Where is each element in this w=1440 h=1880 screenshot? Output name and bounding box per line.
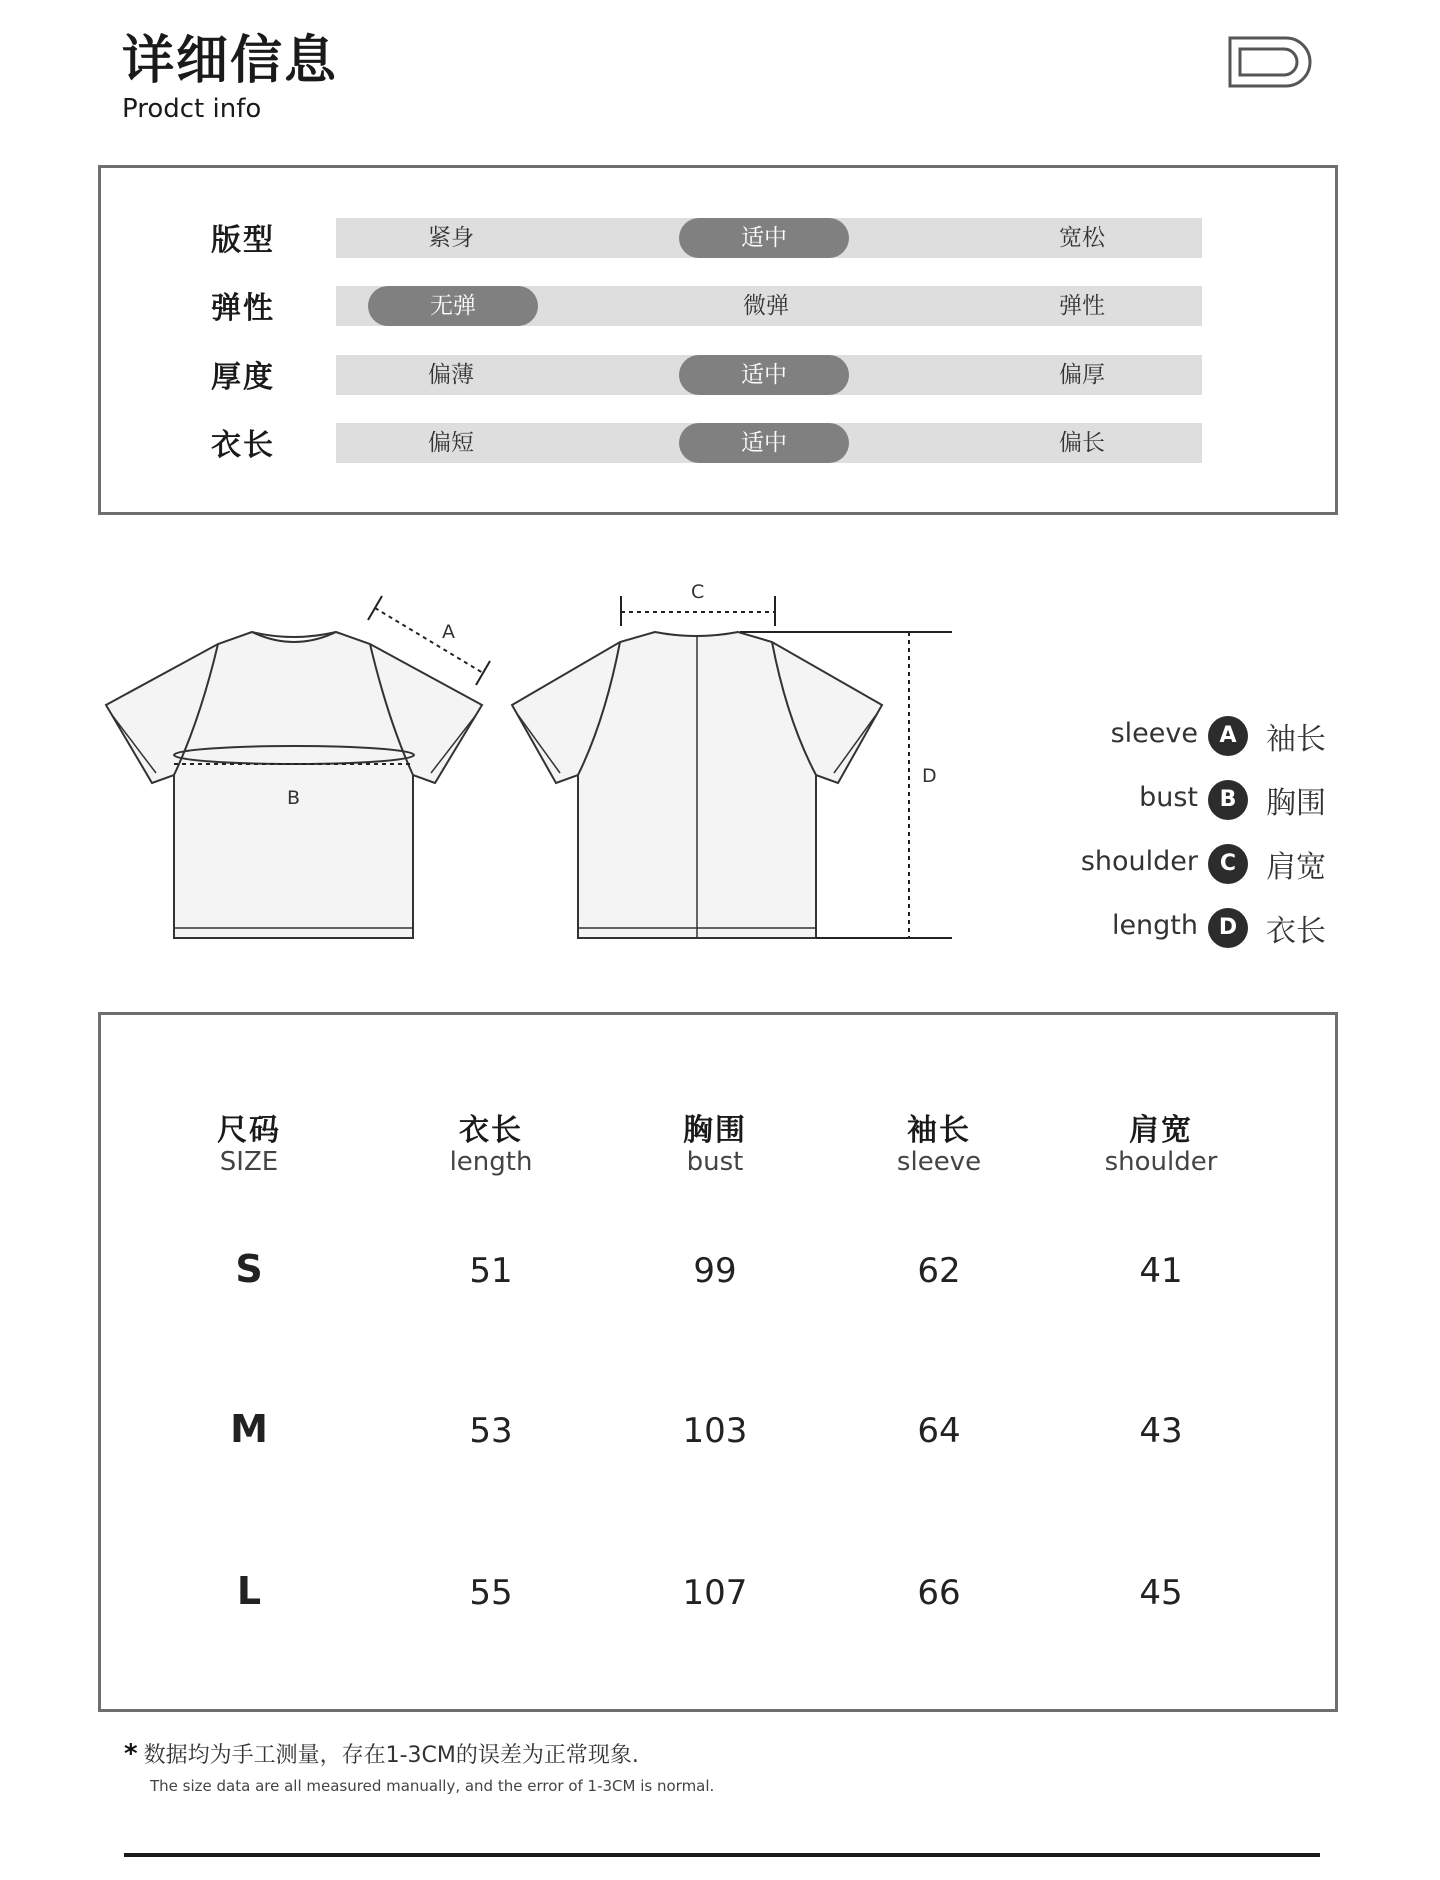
column-header-cn: 尺码 — [217, 1113, 281, 1148]
column-header-en: length — [449, 1147, 533, 1177]
attribute-option: 偏厚 — [1059, 362, 1105, 388]
header — [122, 30, 338, 124]
size-cell: M — [230, 1407, 268, 1451]
table-cell: 99 — [693, 1251, 737, 1291]
legend-cn: 衣长 — [1266, 914, 1326, 949]
column-header-cn: 衣长 — [459, 1113, 523, 1148]
table-cell: 66 — [917, 1573, 961, 1613]
table-cell: 53 — [469, 1411, 513, 1451]
measurement-legend — [1030, 710, 1350, 966]
attribute-label: 弹性 — [211, 291, 275, 326]
attribute-option: 偏短 — [428, 430, 474, 456]
table-cell: 103 — [682, 1411, 748, 1451]
legend-en: shoulder — [1080, 846, 1198, 877]
column-header-en: shoulder — [1104, 1147, 1218, 1177]
attribute-option: 偏长 — [1059, 430, 1105, 456]
column-header-cn: 肩宽 — [1129, 1113, 1193, 1148]
attribute-row — [101, 218, 1335, 258]
label-a: A — [442, 621, 455, 643]
attribute-row — [101, 423, 1335, 463]
attribute-track — [336, 423, 1202, 463]
star-icon: * — [124, 1739, 138, 1769]
label-b: B — [287, 787, 301, 809]
attribute-track — [336, 286, 1202, 326]
column-header-en: bust — [686, 1147, 744, 1177]
legend-badge: C — [1208, 844, 1248, 884]
column-header-en: SIZE — [219, 1147, 279, 1177]
attribute-label: 厚度 — [211, 360, 275, 395]
table-cell: 64 — [917, 1411, 961, 1451]
column-header-cn: 袖长 — [907, 1113, 971, 1148]
attribute-row — [101, 355, 1335, 395]
legend-badge: A — [1208, 716, 1248, 756]
measurement-note — [124, 1738, 714, 1795]
table-cell: 45 — [1139, 1573, 1183, 1613]
table-cell: 41 — [1139, 1251, 1183, 1291]
column-header-en: sleeve — [896, 1147, 982, 1177]
legend-badge: D — [1208, 908, 1248, 948]
page-title: 详细信息 — [122, 31, 339, 91]
table-cell: 51 — [469, 1251, 513, 1291]
attribute-label: 版型 — [211, 223, 275, 258]
table-cell: 62 — [917, 1251, 961, 1291]
legend-row — [1030, 838, 1350, 902]
note-en: The size data are all measured manually, and the error of 1-3CM is normal. — [150, 1777, 715, 1795]
attribute-option-selected: 适中 — [679, 218, 849, 258]
size-table — [98, 1012, 1338, 1712]
attribute-option: 紧身 — [428, 225, 474, 251]
legend-cn: 袖长 — [1266, 722, 1326, 757]
attribute-option: 微弹 — [743, 293, 789, 319]
attribute-row — [101, 286, 1335, 326]
table-cell: 55 — [469, 1573, 513, 1613]
attribute-track — [336, 355, 1202, 395]
table-cell: 107 — [682, 1573, 748, 1613]
brand-logo — [1228, 36, 1320, 88]
legend-en: length — [1111, 910, 1198, 941]
label-c: C — [691, 581, 705, 603]
attribute-option: 偏薄 — [428, 362, 474, 388]
attribute-option-selected: 适中 — [679, 355, 849, 395]
legend-cn: 胸围 — [1266, 786, 1326, 821]
legend-badge: B — [1208, 780, 1248, 820]
bottom-divider — [124, 1853, 1320, 1857]
legend-en: bust — [1139, 782, 1198, 813]
attribute-option: 弹性 — [1059, 293, 1105, 319]
size-cell: S — [235, 1247, 263, 1291]
page-subtitle: Prodct info — [122, 94, 262, 124]
attribute-panel — [98, 165, 1338, 515]
attribute-option-selected: 适中 — [679, 423, 849, 463]
label-d: D — [922, 765, 937, 787]
attribute-label: 衣长 — [211, 428, 275, 463]
note-cn — [124, 1738, 714, 1769]
attribute-option: 宽松 — [1059, 225, 1105, 251]
attribute-track — [336, 218, 1202, 258]
legend-cn: 肩宽 — [1266, 850, 1326, 885]
column-header-cn: 胸围 — [683, 1113, 747, 1148]
legend-en: sleeve — [1110, 718, 1198, 749]
table-cell: 43 — [1139, 1411, 1183, 1451]
legend-row — [1030, 774, 1350, 838]
attribute-option-selected: 无弹 — [368, 286, 538, 326]
front-tee-outline — [106, 632, 482, 938]
garment-diagram — [90, 580, 970, 960]
size-cell: L — [236, 1569, 262, 1613]
legend-row — [1030, 902, 1350, 966]
note-cn-text: 数据均为手工测量，存在1-3CM的误差为正常现象. — [143, 1743, 639, 1768]
legend-row — [1030, 710, 1350, 774]
